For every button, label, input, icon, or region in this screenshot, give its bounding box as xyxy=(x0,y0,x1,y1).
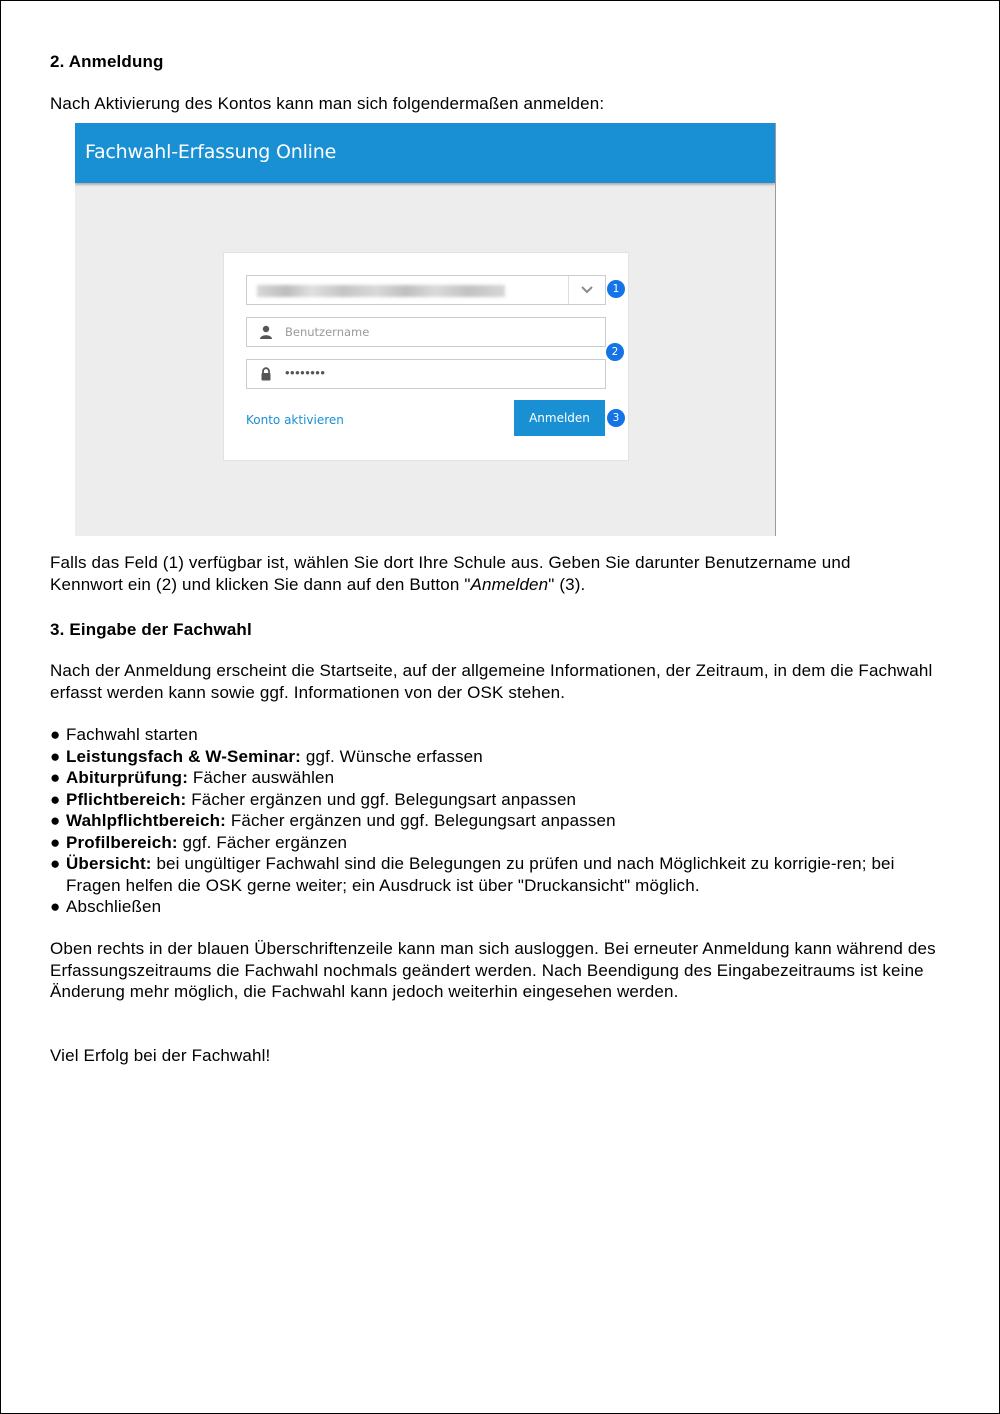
chevron-down-icon[interactable] xyxy=(568,276,605,304)
list-item-text: bei ungültiger Fachwahl sind die Belegungen zu prüfen und nach Möglichkeit zu korrigie-ren; bei Fragen helfen die OSK gerne weiter; ein Ausdruck ist über "Druckansicht" möglich. xyxy=(66,854,895,895)
callout-marker-1: 1 xyxy=(607,280,625,298)
list-item-text: ggf. Fächer ergänzen xyxy=(177,832,348,852)
list-item-text: Fächer ergänzen und ggf. Belegungsart anpassen xyxy=(186,789,577,809)
instructions-line-1: Falls das Feld (1) verfügbar ist, wählen Sie dort Ihre Schule aus. Geben Sie darunter Benutzername und xyxy=(50,553,851,572)
bullet-icon: ● xyxy=(50,725,61,744)
password-value: •••••••• xyxy=(285,365,326,380)
bullet-icon: ● xyxy=(50,768,61,787)
school-select[interactable] xyxy=(246,275,606,305)
list-item xyxy=(50,724,940,746)
login-instructions xyxy=(50,552,940,595)
list-item-text: Fächer ergänzen und ggf. Belegungsart anpassen xyxy=(225,811,616,830)
username-input[interactable] xyxy=(246,317,606,347)
callout-marker-3: 3 xyxy=(607,409,625,427)
blurred-school-name xyxy=(257,285,505,297)
list-item xyxy=(50,810,940,832)
app-title: Fachwahl-Erfassung Online xyxy=(85,141,337,163)
list-item-label: Profilbereich: xyxy=(66,832,178,852)
password-input[interactable] xyxy=(246,359,606,389)
bullet-icon: ● xyxy=(50,897,61,916)
logout-paragraph: Oben rechts in der blauen Überschriftenzeile kann man sich ausloggen. Bei erneuter Anmeldung kann während des Erfassungszeitraums die Fachwahl nochmals geändert werden. Nach Beendigung des Eingabezeitraums ist keine Änderung mehr möglich, die Fachwahl kann jedoch weiterhin eingesehen werden. xyxy=(50,939,936,1001)
list-item xyxy=(50,853,940,896)
list-item-label: Pflichtbereich: xyxy=(66,789,187,809)
app-header-bar xyxy=(75,123,775,183)
bullet-icon: ● xyxy=(50,854,61,873)
section-heading-anmeldung: 2. Anmeldung xyxy=(50,52,164,71)
anmeldung-intro: Nach Aktivierung des Kontos kann man sich folgendermaßen anmelden: xyxy=(50,94,605,113)
activate-account-link[interactable]: Konto aktivieren xyxy=(246,413,344,427)
login-button[interactable]: Anmelden xyxy=(514,400,605,436)
lock-icon xyxy=(259,367,273,381)
instructions-line-2 xyxy=(50,574,940,596)
section-heading-fachwahl: 3. Eingabe der Fachwahl xyxy=(50,620,252,639)
list-item-label: Leistungsfach & W-Seminar: xyxy=(66,746,301,766)
callout-marker-2: 2 xyxy=(606,343,624,361)
list-item xyxy=(50,896,940,918)
list-item-text: Abschließen xyxy=(66,897,162,916)
list-item-text: Fachwahl starten xyxy=(66,725,198,744)
bullet-icon: ● xyxy=(50,746,61,766)
instructions-line-2-start: Kennwort ein (2) und klicken Sie dann auf den Button " xyxy=(50,574,471,594)
username-placeholder: Benutzername xyxy=(285,325,370,339)
list-item xyxy=(50,746,940,768)
list-item-text: Fächer auswählen xyxy=(188,768,335,787)
list-item xyxy=(50,767,940,789)
bullet-icon: ● xyxy=(50,811,61,830)
list-item xyxy=(50,832,940,854)
instructions-line-2-end: " (3). xyxy=(548,574,586,594)
list-item-text: ggf. Wünsche erfassen xyxy=(300,746,483,766)
fachwahl-intro: Nach der Anmeldung erscheint die Startseite, auf der allgemeine Informationen, der Zeitraum, in dem die Fachwahl erfasst werden kann sowie ggf. Informationen von der OSK stehen. xyxy=(50,661,933,702)
instructions-button-name: Anmelden xyxy=(470,574,549,594)
list-item-label: Übersicht: xyxy=(66,854,152,873)
list-item-label: Wahlpflichtbereich: xyxy=(66,811,226,830)
steps-list xyxy=(50,724,940,918)
closing-line: Viel Erfolg bei der Fachwahl! xyxy=(50,1046,271,1065)
bullet-icon: ● xyxy=(50,832,61,852)
list-item-label: Abiturprüfung: xyxy=(66,768,189,787)
user-icon xyxy=(259,325,273,339)
bullet-icon: ● xyxy=(50,789,61,809)
login-card xyxy=(223,252,629,461)
login-screenshot xyxy=(75,123,776,536)
list-item xyxy=(50,789,940,811)
